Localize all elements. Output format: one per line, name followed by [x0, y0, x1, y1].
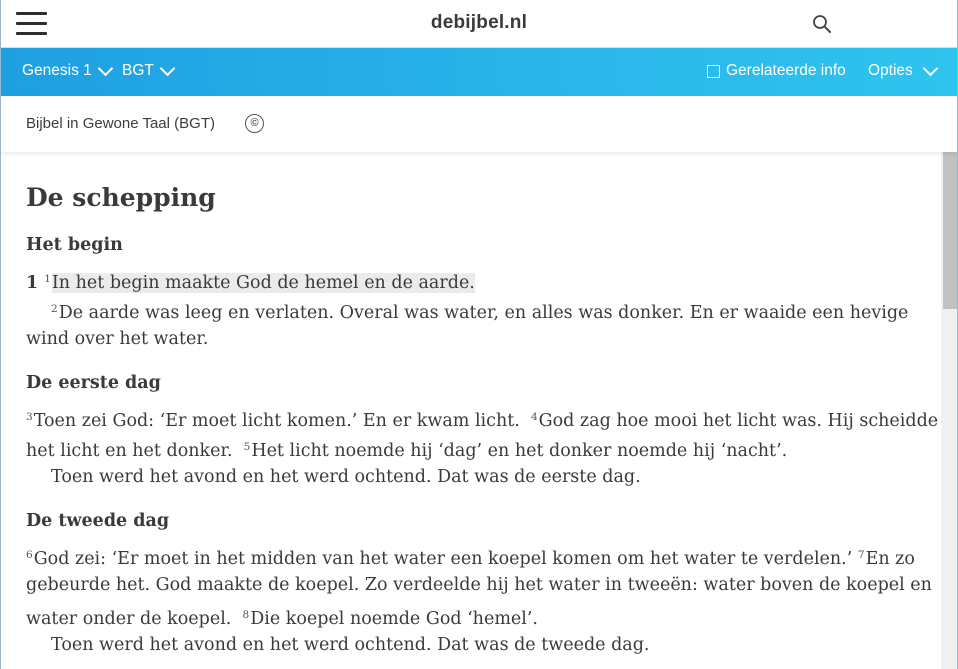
translation-selector[interactable]: [122, 62, 173, 80]
book-chapter-label: Genesis 1: [22, 62, 92, 79]
verse-line: [26, 402, 938, 436]
related-info-checkbox[interactable]: [707, 65, 720, 78]
top-header: [1, 0, 957, 48]
search-icon[interactable]: [811, 13, 833, 35]
verse-text[interactable]: God zag hoe mooi het licht was. Hij scheidde: [538, 411, 939, 431]
verse-text[interactable]: In het begin maakte God de hemel en de aarde.: [51, 273, 475, 293]
verse-text[interactable]: het licht en het donker.: [26, 441, 233, 461]
chapter-number: 1: [26, 273, 39, 293]
verse-line: [26, 324, 208, 354]
verse-text[interactable]: De aarde was leeg en verlaten. Overal was water, en alles was donker. En er waaide een hevige: [58, 303, 909, 323]
verse-line: [26, 264, 475, 298]
copyright-icon[interactable]: ©: [245, 114, 264, 133]
section-heading: De tweede dag: [26, 511, 170, 531]
site-title[interactable]: debijbel.nl: [430, 12, 528, 33]
scrollbar-thumb[interactable]: [943, 152, 957, 309]
closing-line[interactable]: Toen werd het avond en het werd ochtend. Dat was de tweede dag.: [51, 635, 650, 655]
translation-name-link[interactable]: Bijbel in Gewone Taal (BGT): [26, 115, 215, 132]
options-label: Opties: [868, 62, 913, 79]
verse-text[interactable]: gebeurde het. God maakte de koepel. Zo verdeelde hij het water in tweeën: water boven de koepel en: [26, 575, 932, 595]
verse-number[interactable]: 8: [242, 609, 250, 621]
verse-line: [26, 540, 915, 574]
section-heading: De eerste dag: [26, 373, 161, 393]
verse-number[interactable]: 2: [51, 303, 58, 315]
verse-number[interactable]: 1: [44, 273, 51, 285]
verse-text[interactable]: wind over het water.: [26, 329, 209, 349]
translation-bar: [1, 96, 957, 152]
verse-number[interactable]: 3: [26, 411, 33, 423]
verse-text[interactable]: En zo: [865, 549, 915, 569]
bible-text-area: [1, 152, 941, 669]
verse-line: [26, 600, 538, 634]
verse-number[interactable]: 5: [243, 441, 251, 453]
navigation-bar: [1, 48, 957, 96]
closing-line[interactable]: Toen werd het avond en het werd ochtend. Dat was de eerste dag.: [51, 467, 641, 487]
chevron-down-icon: [160, 61, 176, 77]
translation-label: BGT: [122, 62, 154, 79]
verse-number[interactable]: 6: [26, 549, 33, 561]
chevron-down-icon: [923, 61, 939, 77]
verse-text[interactable]: Toen zei God: ‘Er moet licht komen.’ En er kwam licht.: [33, 411, 520, 431]
related-info-toggle[interactable]: [707, 62, 846, 80]
options-menu[interactable]: [868, 62, 936, 80]
verse-text[interactable]: God zei: ‘Er moet in het midden van het water een koepel komen om het water te verdelen.’: [33, 549, 853, 569]
verse-number[interactable]: 7: [857, 549, 865, 561]
verse-line: [26, 570, 932, 600]
related-info-label: Gerelateerde info: [726, 62, 846, 79]
book-chapter-selector[interactable]: [22, 62, 111, 80]
verse-text[interactable]: Die koepel noemde God ‘hemel’.: [250, 609, 538, 629]
verse-line: [51, 294, 908, 328]
verse-text[interactable]: Het licht noemde hij ‘dag’ en het donker noemde hij ‘nacht’.: [251, 441, 788, 461]
verse-text[interactable]: water onder de koepel.: [26, 609, 232, 629]
section-heading: Het begin: [26, 235, 123, 255]
verse-number[interactable]: 4: [530, 411, 538, 423]
passage-title: De schepping: [26, 183, 216, 212]
chevron-down-icon: [98, 61, 114, 77]
verse-line: [26, 432, 787, 466]
